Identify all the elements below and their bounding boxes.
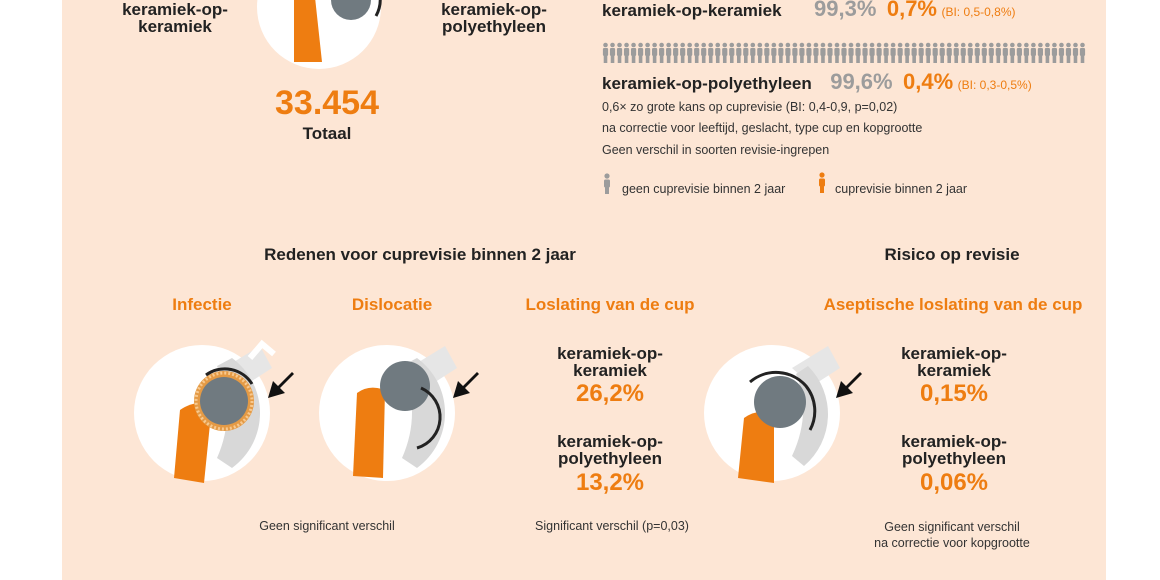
person-icon [715,43,720,63]
person-icon [785,43,790,63]
person-icon [624,43,629,63]
loslating-note: Significant verschil (p=0,03) [535,519,689,533]
person-icon [806,43,811,63]
person-icon [827,43,832,63]
risk-subtitle: Aseptische loslating van de cup [823,295,1083,314]
loslating-cc-value: 26,2% [575,380,645,407]
person-icon [1038,43,1043,63]
dislocatie-hip-illustration [317,338,487,488]
stat-cc-no-revision: 99,3% [814,0,877,21]
stat-row-cpe [602,69,1102,95]
risk-hip-illustration [700,338,870,488]
person-icon [729,43,734,63]
person-icon [645,43,650,63]
stat-row-cc [602,0,1102,20]
total-value: 33.454 [275,84,379,122]
person-icon [764,43,769,63]
person-icon [708,43,713,63]
person-icon [869,43,874,63]
stat-cpe-ci: (BI: 0,3-0,5%) [957,78,1032,92]
person-icon [771,43,776,63]
stat-cpe-no-revision: 99,6% [830,69,893,94]
person-icon [1017,43,1022,63]
person-icon [673,43,678,63]
stat-cc-ci: (BI: 0,5-0,8%) [941,5,1016,19]
person-icon [1073,43,1078,63]
person-icon [947,43,952,63]
people-icon-row [602,42,1086,64]
person-icon [722,43,727,63]
risk-cc-value: 0,15% [919,380,989,407]
reason-infectie-heading: Infectie [172,295,232,314]
person-icon [631,43,636,63]
top-hip-illustration [254,0,384,72]
risk-cpe-value: 0,06% [919,469,989,496]
person-icon [617,43,622,63]
person-icon [1003,43,1008,63]
person-icon [813,43,818,63]
risk-cpe-label: keramiek-op- polyethyleen [901,432,1007,468]
person-icon [891,43,896,63]
person-icon [820,43,825,63]
person-icon [940,43,945,63]
person-icon [603,43,608,63]
person-icon [855,43,860,63]
stat-note-1: 0,6× zo grote kans op cuprevisie (BI: 0,4-0,9, p=0,02) [602,100,898,114]
legend-grey-person-icon [602,173,612,195]
person-icon [694,43,699,63]
loslating-cc-label: keramiek-op- keramiek [557,344,663,380]
reasons-title: Redenen voor cuprevisie binnen 2 jaar [264,245,576,264]
person-icon [736,43,741,63]
risk-note: Geen significant verschil na correctie voor kopgrootte [874,520,1030,550]
person-icon [919,43,924,63]
reasons-shared-note: Geen significant verschil [259,519,395,533]
person-icon [652,43,657,63]
person-icon [975,43,980,63]
person-icon [834,43,839,63]
person-icon [680,43,685,63]
total-label: Totaal [302,124,352,143]
person-icon [841,43,846,63]
loslating-cpe-label: keramiek-op- polyethyleen [557,432,663,468]
person-icon [799,43,804,63]
person-icon [848,43,853,63]
infectie-hip-illustration [132,338,302,488]
person-icon [1066,43,1071,63]
risk-title: Risico op revisie [884,245,1020,264]
person-icon [926,43,931,63]
stat-note-2: na correctie voor leeftijd, geslacht, type cup en kopgrootte [602,121,923,135]
loslating-cpe-value: 13,2% [575,469,645,496]
person-icon [1059,43,1064,63]
person-icon [862,43,867,63]
person-icon [933,43,938,63]
person-icon [996,43,1001,63]
person-icon [750,43,755,63]
person-icon [1045,43,1050,63]
person-icon [1010,43,1015,63]
person-icon [1024,43,1029,63]
person-icon [638,43,643,63]
legend-orange-person-icon [817,172,827,194]
reason-dislocatie-heading: Dislocatie [351,295,433,314]
stat-cpe-label: keramiek-op-polyethyleen [602,74,812,93]
person-icon [912,43,917,63]
person-icon [666,43,671,63]
person-icon [757,43,762,63]
person-icon [961,43,966,63]
stat-note-3: Geen verschil in soorten revisie-ingrepen [602,143,830,157]
person-icon [982,43,987,63]
person-icon [778,43,783,63]
legend-grey-label: geen cuprevisie binnen 2 jaar [622,182,786,196]
person-icon [610,43,615,63]
stat-cc-revision: 0,7% [886,0,937,21]
risk-cc-label: keramiek-op- keramiek [901,344,1007,380]
stat-cc-label: keramiek-op-keramiek [602,1,782,20]
infographic-panel [62,0,1106,580]
person-icon [687,43,692,63]
reason-loslating-heading: Loslating van de cup [525,295,695,314]
person-icon [954,43,959,63]
person-icon [1052,43,1057,63]
person-icon [989,43,994,63]
person-icon [1031,43,1036,63]
person-icon [1080,43,1085,63]
person-icon [898,43,903,63]
person-icon [792,43,797,63]
person-icon [968,43,973,63]
person-icon [876,43,881,63]
stat-cpe-revision: 0,4% [903,69,954,94]
person-icon [743,43,748,63]
person-icon [659,43,664,63]
legend-orange-label: cuprevisie binnen 2 jaar [835,182,968,196]
person-icon [883,43,888,63]
top-label-cpe: keramiek-op- polyethyleen [441,0,547,36]
top-label-cc: keramiek-op- keramiek [122,0,228,36]
person-icon [905,43,910,63]
person-icon [701,43,706,63]
